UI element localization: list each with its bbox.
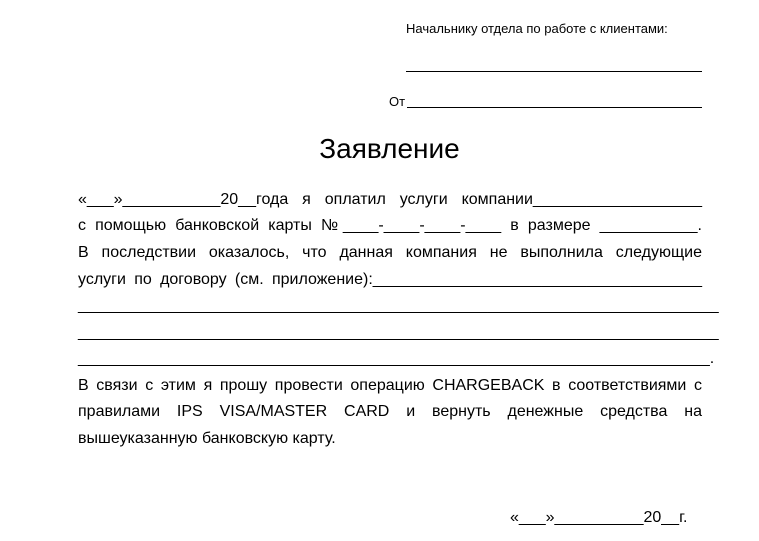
body-line-payment: «___»___________20__года я оплатил услуги компании___________________ (78, 191, 702, 208)
from-blank-line (407, 107, 702, 108)
body-line-blank-1: ________________________________________________________________________ (78, 297, 719, 314)
body-line-services: услуги по договору (см. приложение):_____________________________________ (78, 271, 702, 288)
body-line-card: с помощью банковской карты №____-____-____-____ в размере ___________. (78, 217, 702, 234)
body-line-rules: правилами IPS VISA/MASTER CARD и вернуть денежные средства на (78, 403, 702, 420)
body-line-card-return: вышеуказанную банковскую карту. (78, 430, 336, 447)
body-line-failure: В последствии оказалось, что данная компания не выполнила следующие (78, 244, 702, 261)
addressee-text: Начальнику отдела по работе с клиентами: (406, 21, 668, 36)
body-line-blank-3: _______________________________________________________________________. (78, 350, 715, 367)
document-title: Заявление (319, 133, 460, 164)
addressee-blank-line (406, 71, 702, 72)
signature-date: «___»__________20__г. (510, 509, 688, 526)
body-line-blank-2: ________________________________________________________________________ (78, 324, 719, 341)
body-line-request: В связи с этим я прошу провести операцию CHARGEBACK в соответствиями с (78, 377, 702, 394)
from-label: От (389, 94, 406, 109)
